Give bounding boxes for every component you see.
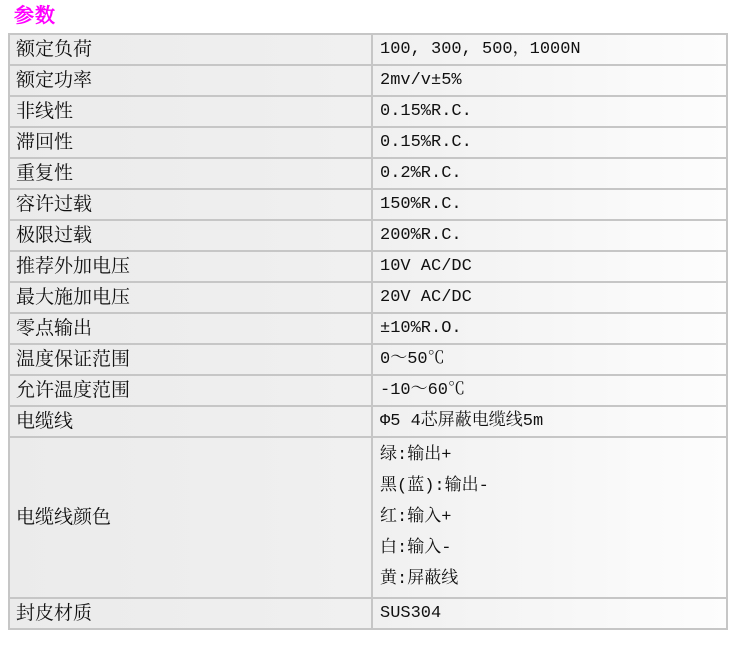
- table-row: [9, 344, 727, 375]
- spec-value-line: 白:输入-: [380, 539, 452, 558]
- spec-value: 0～50℃: [372, 344, 727, 375]
- table-row: [9, 313, 727, 344]
- spec-label: 最大施加电压: [9, 282, 372, 313]
- spec-value: 100, 300, 500，1000N: [372, 34, 727, 65]
- spec-label: 封皮材质: [9, 598, 372, 629]
- spec-label: 推荐外加电压: [9, 251, 372, 282]
- spec-value: [372, 437, 727, 598]
- table-row: [9, 437, 727, 598]
- spec-value-line: 黄:屏蔽线: [380, 570, 459, 589]
- spec-value: Φ5 4芯屏蔽电缆线5m: [372, 406, 727, 437]
- spec-value: 0.15%R.C.: [372, 96, 727, 127]
- spec-label: 额定负荷: [9, 34, 372, 65]
- table-row: [9, 598, 727, 629]
- spec-label: 允许温度范围: [9, 375, 372, 406]
- spec-value: 0.15%R.C.: [372, 127, 727, 158]
- spec-value: 10V AC/DC: [372, 251, 727, 282]
- spec-label: 额定功率: [9, 65, 372, 96]
- spec-table-body: [9, 34, 727, 629]
- spec-label: 非线性: [9, 96, 372, 127]
- spec-label: 容许过载: [9, 189, 372, 220]
- spec-value: 150%R.C.: [372, 189, 727, 220]
- spec-value: 0.2%R.C.: [372, 158, 727, 189]
- spec-label: 电缆线: [9, 406, 372, 437]
- spec-label: 温度保证范围: [9, 344, 372, 375]
- spec-label: 极限过载: [9, 220, 372, 251]
- spec-value: ±10%R.O.: [372, 313, 727, 344]
- spec-value-line: 绿:输出+: [380, 446, 452, 465]
- table-row: [9, 96, 727, 127]
- spec-value: 20V AC/DC: [372, 282, 727, 313]
- spec-value: SUS304: [372, 598, 727, 629]
- table-row: [9, 282, 727, 313]
- table-row: [9, 65, 727, 96]
- table-row: [9, 220, 727, 251]
- table-row: [9, 375, 727, 406]
- table-row: [9, 251, 727, 282]
- table-row: [9, 127, 727, 158]
- spec-label: 电缆线颜色: [9, 437, 372, 598]
- table-row: [9, 189, 727, 220]
- spec-value: 2mv/v±5%: [372, 65, 727, 96]
- page-title: 参数: [14, 5, 56, 27]
- table-row: [9, 158, 727, 189]
- spec-label: 滞回性: [9, 127, 372, 158]
- spec-label: 零点输出: [9, 313, 372, 344]
- table-row: [9, 34, 727, 65]
- spec-label: 重复性: [9, 158, 372, 189]
- spec-value-line: 黑(蓝):输出-: [380, 477, 489, 496]
- spec-value-line: 红:输入+: [380, 508, 452, 527]
- spec-table: [8, 33, 728, 630]
- spec-value: -10～60℃: [372, 375, 727, 406]
- spec-value: 200%R.C.: [372, 220, 727, 251]
- table-row: [9, 406, 727, 437]
